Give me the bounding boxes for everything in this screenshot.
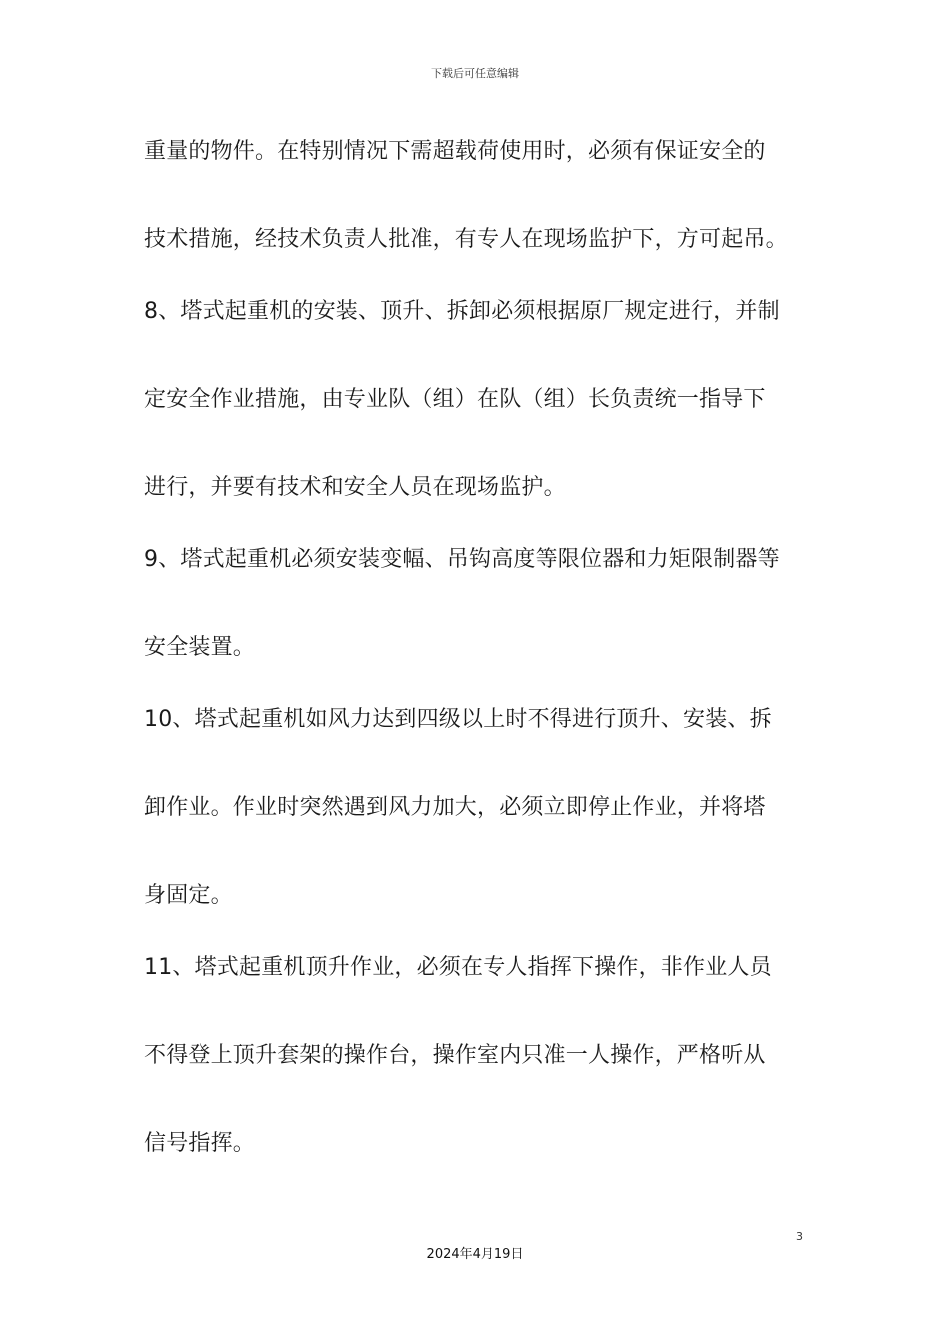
body-line: 11、塔式起重机顶升作业，必须在专人指挥下操作，非作业人员 <box>144 955 772 980</box>
body-line: 9、塔式起重机必须安装变幅、吊钩高度等限位器和力矩限制器等 <box>144 547 780 572</box>
page-header-note: 下载后可任意编辑 <box>431 67 519 80</box>
body-line: 信号指挥。 <box>144 1131 256 1156</box>
body-line: 技术措施，经技术负责人批准，有专人在现场监护下，方可起吊。 <box>144 227 788 252</box>
body-line: 不得登上顶升套架的操作台，操作室内只准一人操作，严格听从 <box>144 1043 766 1068</box>
body-line: 8、塔式起重机的安装、顶升、拆卸必须根据原厂规定进行，并制 <box>144 299 780 324</box>
footer-date: 2024年4月19日 <box>426 1247 524 1262</box>
body-line: 重量的物件。在特别情况下需超载荷使用时，必须有保证安全的 <box>144 139 766 164</box>
page-number: 3 <box>796 1230 803 1243</box>
body-line: 身固定。 <box>144 883 233 908</box>
document-body <box>144 128 814 1168</box>
body-line: 定安全作业措施，由专业队（组）在队（组）长负责统一指导下 <box>144 387 766 412</box>
body-line: 10、塔式起重机如风力达到四级以上时不得进行顶升、安装、拆 <box>144 707 772 732</box>
body-line: 进行，并要有技术和安全人员在现场监护。 <box>144 475 566 500</box>
body-line: 安全装置。 <box>144 635 256 660</box>
body-line: 卸作业。作业时突然遇到风力加大，必须立即停止作业，并将塔 <box>144 795 766 820</box>
